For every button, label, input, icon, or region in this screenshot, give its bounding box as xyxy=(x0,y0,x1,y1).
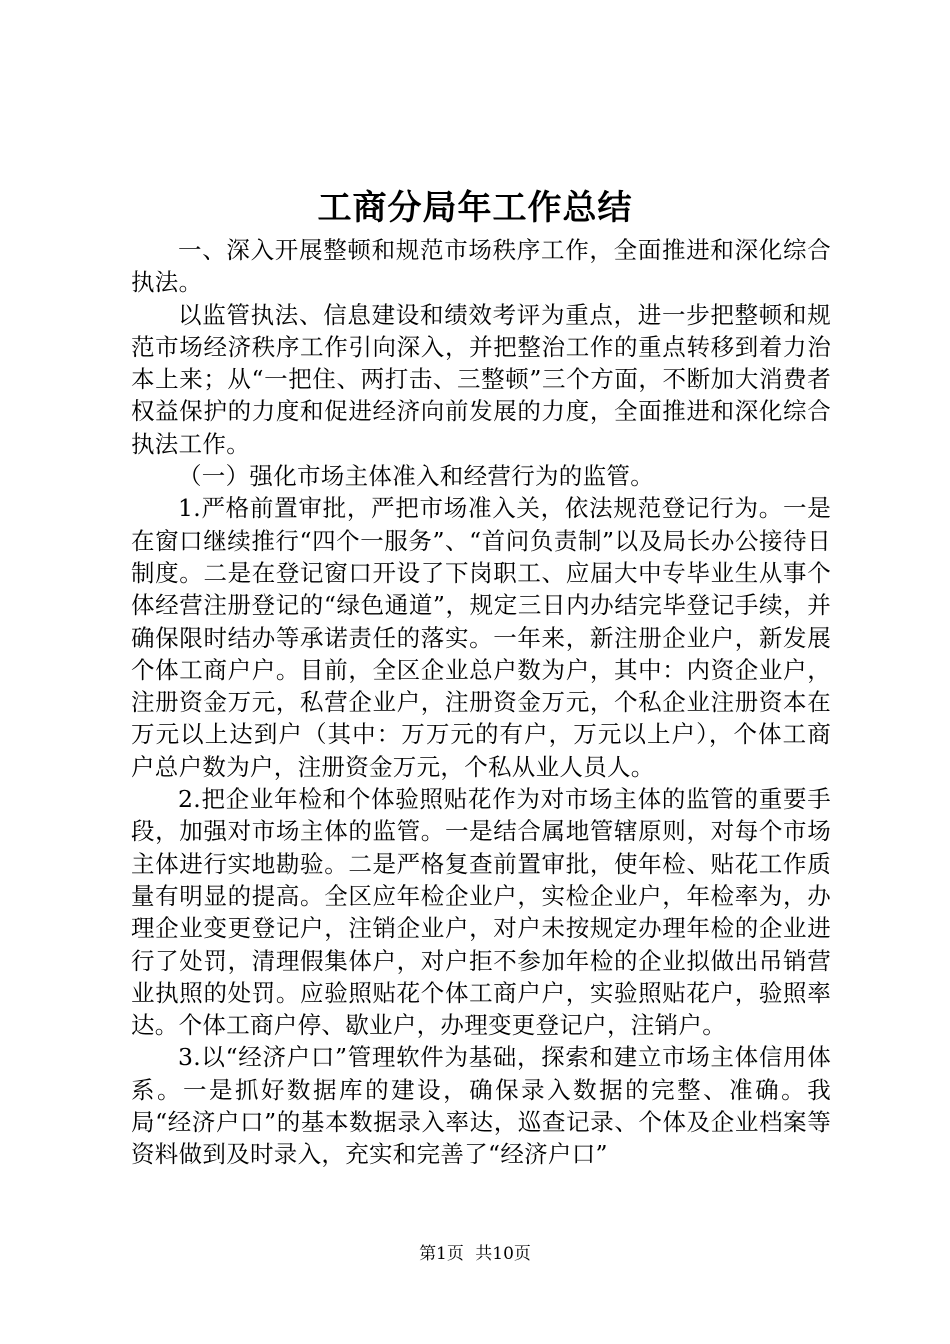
paragraph-section-heading: 一、深入开展整顿和规范市场秩序工作，全面推进和深化综合执法。 xyxy=(131,236,831,297)
page-footer xyxy=(0,1243,950,1265)
paragraph-item-3: 3.以“经济户口”管理软件为基础，探索和建立市场主体信用体系。一是抓好数据库的建设，确保录入数据的完整、准确。我局“经济户口”的基本数据录入率达，巡查记录、个体及企业档案等资料做到及时录入，充实和完善了“经济户口” xyxy=(131,1043,831,1169)
paragraph-item-1: 1.严格前置审批，严把市场准入关，依法规范登记行为。一是在窗口继续推行“四个一服务”、“首问负责制”以及局长办公接待日制度。二是在登记窗口开设了下岗职工、应届大中专毕业生从事个体经营注册登记的“绿色通道”，规定三日内办结完毕登记手续，并确保限时结办等承诺责任的落实。一年来，新注册企业户，新发展个体工商户户。目前，全区企业总户数为户，其中：内资企业户，注册资金万元，私营企业户，注册资金万元，个私企业注册资本在万元以上达到户（其中：万万元的有户，万元以上户），个体工商户总户数为户，注册资金万元，个私从业人员人。 xyxy=(131,494,831,781)
document-title: 工商分局年工作总结 xyxy=(317,188,633,228)
paragraph-intro: 以监管执法、信息建设和绩效考评为重点，进一步把整顿和规范市场经济秩序工作引向深入，并把整治工作的重点转移到着力治本上来；从“一把住、两打击、三整顿”三个方面，不断加大消费者权益保护的力度和促进经济向前发展的力度，全面推进和深化综合执法工作。 xyxy=(131,300,831,458)
paragraph-item-2: 2.把企业年检和个体验照贴花作为对市场主体的监管的重要手段，加强对市场主体的监管。一是结合属地管辖原则，对每个市场主体进行实地勘验。二是严格复查前置审批，使年检、贴花工作质量有明显的提高。全区应年检企业户，实检企业户，年检率为，办理企业变更登记户，注销企业户，对户未按规定办理年检的企业进行了处罚，清理假集体户，对户拒不参加年检的企业拟做出吊销营业执照的处罚。应验照贴花个体工商户户，实验照贴花户，验照率达。个体工商户停、歇业户，办理变更登记户，注销户。 xyxy=(131,785,831,1040)
paragraph-subheading: （一）强化市场主体准入和经营行为的监管。 xyxy=(178,462,654,491)
page-number: 第1页 xyxy=(419,1244,464,1264)
page-total: 共10页 xyxy=(475,1244,531,1264)
document-body xyxy=(131,234,831,1171)
